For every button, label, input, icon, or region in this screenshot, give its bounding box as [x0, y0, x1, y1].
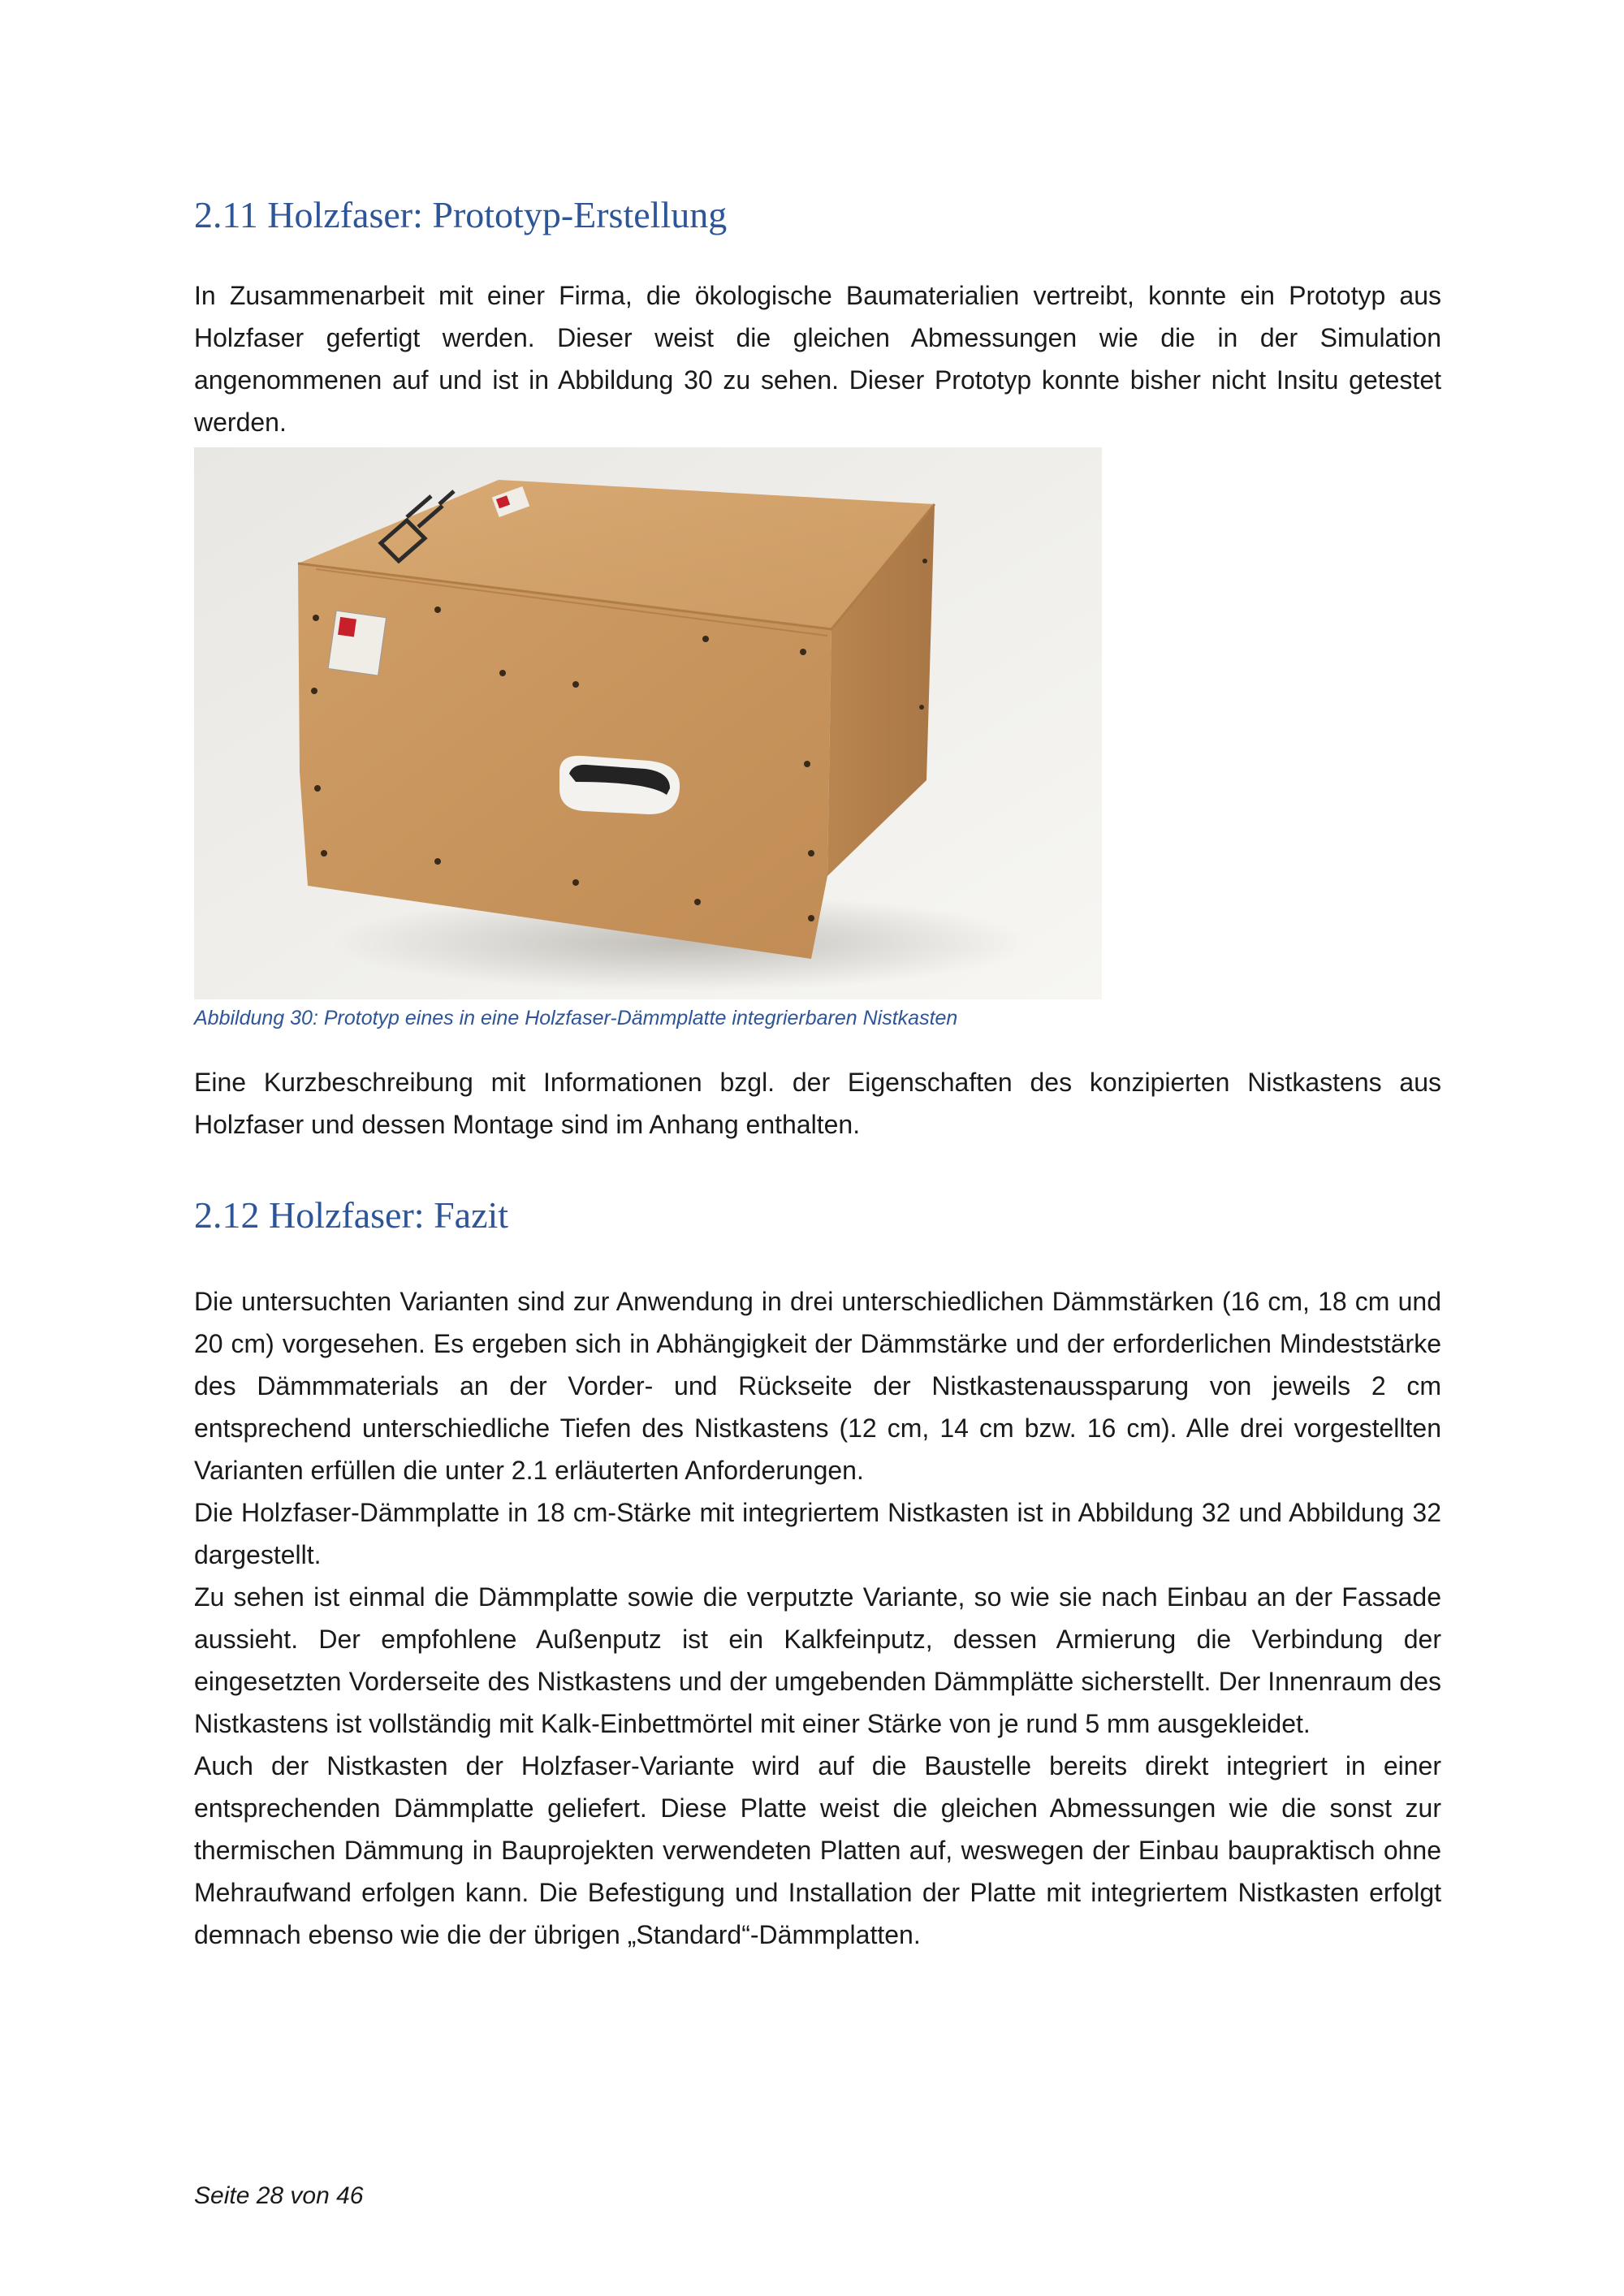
after-figure-paragraph: Eine Kurzbeschreibung mit Informationen bzgl. der Eigenschaften des konzipierten Nistkastens aus Holzfaser und dessen Montage sind im Anhang enthalten. [194, 1068, 1441, 1139]
box-label-front [328, 611, 386, 675]
fazit-paragraph-3: Zu sehen ist einmal die Dämmplatte sowie die verputzte Variante, so wie sie nach Einbau an der Fassade aussieht. Der empfohlene Außenputz ist ein Kalkfeinputz, dessen Armierung die Verbindung der eingesetzten Vorderseite des Nistkastens und der umgebenden Dämmplätte sicherstellt. Der Innenraum des Nistkastens ist vollständig mit Kalk-Einbettmörtel mit einer Stärke von je rund 5 mm ausgekleidet. [194, 1582, 1441, 1738]
figure-caption: Abbildung 30: Prototyp eines in eine Holzfaser-Dämmplatte integrierbaren Nistkasten [194, 1007, 958, 1029]
intro-paragraph: In Zusammenarbeit mit einer Firma, die ökologische Baumaterialien vertreibt, konnte ein Prototyp aus Holzfaser gefertigt werden. Dieser weist die gleichen Abmessungen wie die in der Simulation angenommenen auf und ist in Abbildung 30 zu sehen. Dieser Prototyp konnte bisher nicht Insitu getestet werden. [194, 281, 1441, 437]
page-number: Seite 28 von 46 [194, 2182, 364, 2209]
fazit-paragraph-2: Die Holzfaser-Dämmplatte in 18 cm-Stärke mit integriertem Nistkasten ist in Abbildung 32 und Abbildung 32 dargestellt. [194, 1498, 1441, 1569]
section-heading-2-11: 2.11 Holzfaser: Prototyp-Erstellung [194, 194, 728, 235]
fazit-paragraph-1: Die untersuchten Varianten sind zur Anwendung in drei unterschiedlichen Dämmstärken (16 cm, 18 cm und 20 cm) vorgesehen. Es ergeben sich in Abhängigkeit der Dämmstärke und der erforderlichen Mindeststärke des Dämmmaterials an der Vorder- und Rückseite der Nistkastenaussparung von jeweils 2 cm entsprechend unterschiedliche Tiefen des Nistkastens (12 cm, 14 cm bzw. 16 cm). Alle drei vorgestellten Varianten erfüllen die unter 2.1 erläuterten Anforderungen. [194, 1287, 1441, 1485]
prototype-photo [194, 447, 1102, 999]
section-heading-2-12: 2.12 Holzfaser: Fazit [194, 1194, 509, 1236]
fazit-paragraph-4: Auch der Nistkasten der Holzfaser-Variante wird auf die Baustelle bereits direkt integriert in einer entsprechenden Dämmplatte geliefert. Diese Platte weist die gleichen Abmessungen wie die sonst zur thermischen Dämmung in Bauprojekten verwendeten Platten auf, weswegen der Einbau baupraktisch ohne Mehraufwand erfolgen kann. Die Befestigung und Installation der Platte mit integriertem Nistkasten erfolgt demnach ebenso wie die der übrigen „Standard“-Dämmplatten. [194, 1751, 1441, 1949]
